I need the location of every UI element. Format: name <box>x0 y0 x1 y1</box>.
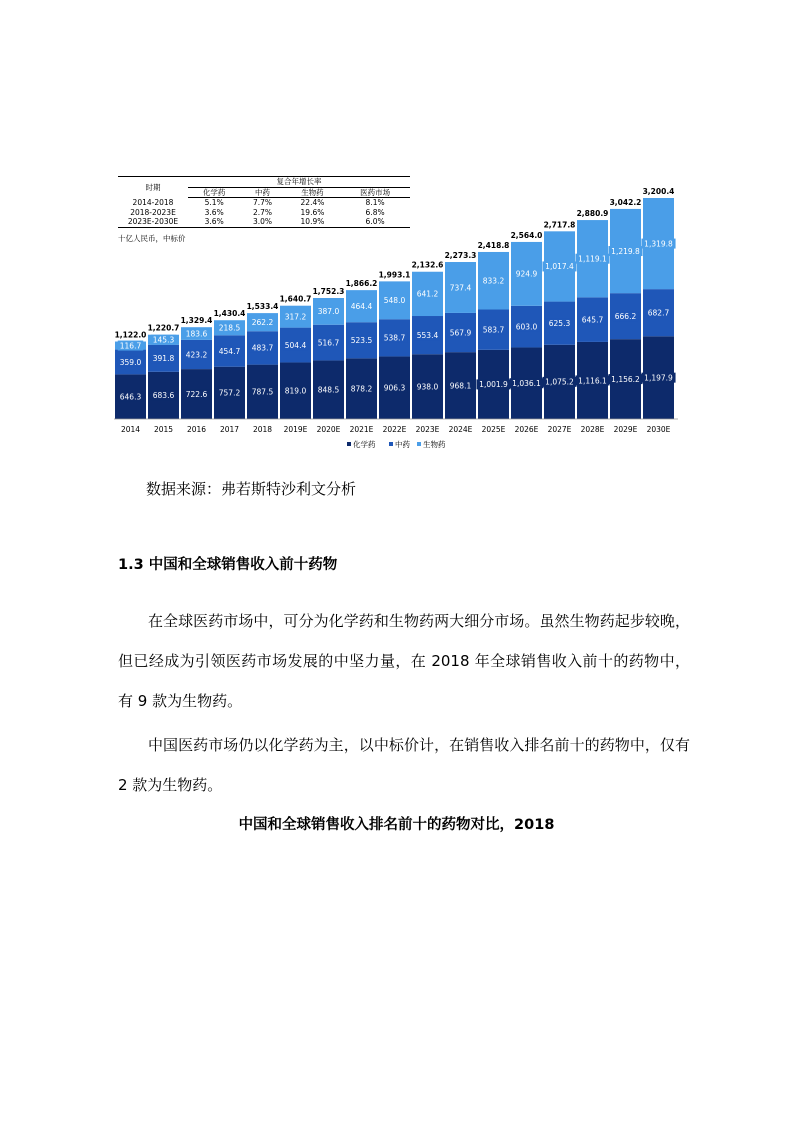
data-label: 523.5 <box>350 336 373 346</box>
data-label: 1,036.1 <box>512 379 541 389</box>
table-row <box>118 217 410 227</box>
value-cell: 6.8% <box>365 207 385 217</box>
data-label: 423.2 <box>185 350 208 360</box>
data-label: 645.7 <box>581 315 604 325</box>
section-title: 1.3 中国和全球销售收入前十药物 <box>118 557 338 573</box>
value-cell: 7.7% <box>253 198 273 207</box>
data-label: 682.7 <box>647 308 670 318</box>
x-tick-label: 2024E <box>448 425 473 434</box>
data-label: 833.2 <box>482 276 505 286</box>
data-label: 625.3 <box>548 318 571 328</box>
total-label: 1,533.4 <box>246 302 279 312</box>
data-label: 603.0 <box>515 322 538 332</box>
total-label: 2,717.8 <box>543 220 576 230</box>
data-label: 646.3 <box>119 392 142 402</box>
x-tick-label: 2014 <box>120 425 141 434</box>
data-label: 683.6 <box>152 391 175 401</box>
x-tick-label: 2020E <box>316 425 341 434</box>
data-label: 116.7 <box>119 341 142 351</box>
data-label: 262.2 <box>251 317 274 327</box>
total-label: 2,132.6 <box>411 260 444 270</box>
total-label: 1,329.4 <box>180 316 213 326</box>
data-source-note: 数据来源：弗若斯特沙利文分析 <box>146 480 357 498</box>
figure-title: 中国和全球销售收入排名前十的药物对比，2018 <box>238 817 555 833</box>
data-label: 878.2 <box>350 384 373 394</box>
data-label: 924.9 <box>515 269 538 279</box>
data-label: 906.3 <box>383 383 406 393</box>
value-cell: 3.0% <box>240 217 284 227</box>
data-label: 1,075.2 <box>545 377 574 387</box>
total-label: 2,418.8 <box>477 240 510 250</box>
total-label: 1,430.4 <box>213 309 246 319</box>
x-tick-label: 2029E <box>613 425 638 434</box>
col-header-tcm: 中药 <box>240 187 284 198</box>
x-tick-label: 2017 <box>219 425 240 434</box>
cagr-table <box>118 176 410 228</box>
total-label: 3,200.4 <box>642 187 675 196</box>
x-tick-label: 2021E <box>349 425 374 434</box>
body-paragraph-1: 在全球医药市场中，可分为化学药和生物药两大细分市场。虽然生物药起步较晚，但已经成为引领医药市场发展的中坚力量，在 2018 年全球销售收入前十的药物中，有 9 款为生物药。 <box>118 612 690 710</box>
total-label: 1,866.2 <box>345 279 378 289</box>
chart-unit-label: 十亿人民币，中标价 <box>118 234 186 243</box>
value-cell: 19.6% <box>300 207 325 217</box>
value-cell: 3.6% <box>204 207 224 217</box>
data-label: 538.7 <box>383 333 406 343</box>
total-label: 2,564.0 <box>510 230 543 240</box>
table-row <box>118 198 410 208</box>
value-cell: 8.1% <box>365 198 385 207</box>
data-label: 757.2 <box>218 388 241 398</box>
x-tick-label: 2019E <box>283 425 308 434</box>
data-label: 553.4 <box>416 330 439 340</box>
data-label: 1,197.9 <box>644 373 673 383</box>
data-label: 1,319.8 <box>644 239 673 249</box>
data-label: 848.5 <box>317 385 340 395</box>
data-label: 666.2 <box>614 311 637 321</box>
period-cell: 2014-2018 <box>132 197 174 207</box>
total-label: 2,880.9 <box>576 209 609 219</box>
value-cell: 10.9% <box>285 217 340 227</box>
cagr-group-header: 复合年增长率 <box>188 177 410 188</box>
total-label: 1,220.7 <box>147 323 180 333</box>
x-tick-label: 2028E <box>580 425 605 434</box>
data-label: 641.2 <box>416 289 439 299</box>
data-label: 145.3 <box>152 335 175 345</box>
legend-label: 生物药 <box>423 440 446 449</box>
data-label: 391.8 <box>152 354 175 364</box>
x-tick-label: 2027E <box>547 425 572 434</box>
period-cell: 2018-2023E <box>130 207 176 217</box>
data-label: 1,119.1 <box>578 254 607 264</box>
value-cell: 2.7% <box>253 207 273 217</box>
value-cell: 5.1% <box>204 198 224 207</box>
data-label: 464.4 <box>350 301 373 311</box>
total-label: 1,752.3 <box>312 287 345 297</box>
total-label: 3,042.2 <box>609 197 642 207</box>
x-tick-label: 2023E <box>415 425 440 434</box>
table-row <box>118 208 410 218</box>
legend-swatch <box>417 442 421 446</box>
data-label: 1,116.1 <box>578 376 607 386</box>
data-label: 722.6 <box>185 389 208 399</box>
legend-label: 中药 <box>395 440 410 449</box>
legend-swatch <box>347 442 351 446</box>
legend-label: 化学药 <box>353 440 376 449</box>
data-label: 183.6 <box>185 329 208 339</box>
data-label: 483.7 <box>251 343 274 353</box>
col-header-market: 医药市场 <box>340 187 410 198</box>
col-header-chemical: 化学药 <box>188 187 240 198</box>
period-cell: 2023E-2030E <box>118 217 188 227</box>
data-label: 1,001.9 <box>479 380 508 390</box>
x-tick-label: 2015 <box>153 425 174 434</box>
value-cell: 22.4% <box>300 198 325 207</box>
data-label: 1,017.4 <box>545 262 574 272</box>
total-label: 1,122.0 <box>114 330 147 340</box>
data-label: 548.0 <box>383 296 406 306</box>
data-label: 387.0 <box>317 307 340 317</box>
legend-swatch <box>389 442 393 446</box>
data-label: 567.9 <box>449 328 472 338</box>
body-paragraph-2: 中国医药市场仍以化学药为主，以中标价计，在销售收入排名前十的药物中，仅有 2 款为生物药。 <box>118 736 690 794</box>
period-header: 时期 <box>145 182 161 192</box>
total-label: 2,273.3 <box>444 251 477 261</box>
data-label: 516.7 <box>317 338 340 348</box>
data-label: 583.7 <box>482 325 505 335</box>
data-label: 787.5 <box>251 387 274 397</box>
data-label: 1,156.2 <box>611 374 640 384</box>
data-label: 968.1 <box>449 381 472 391</box>
x-tick-label: 2026E <box>514 425 539 434</box>
x-tick-label: 2025E <box>481 425 506 434</box>
total-label: 1,640.7 <box>279 294 312 304</box>
x-tick-label: 2030E <box>646 425 671 434</box>
data-label: 454.7 <box>218 346 241 356</box>
value-cell: 3.6% <box>188 217 240 227</box>
x-tick-label: 2022E <box>382 425 407 434</box>
data-label: 317.2 <box>284 312 307 322</box>
col-header-bio: 生物药 <box>285 187 340 198</box>
data-label: 938.0 <box>416 382 439 392</box>
data-label: 737.4 <box>449 283 472 293</box>
data-label: 819.0 <box>284 386 307 396</box>
x-tick-label: 2016 <box>186 425 207 434</box>
x-tick-label: 2018 <box>252 425 273 434</box>
value-cell: 6.0% <box>340 217 410 227</box>
data-label: 504.4 <box>284 340 307 350</box>
data-label: 1,219.8 <box>611 246 640 256</box>
total-label: 1,993.1 <box>378 270 411 280</box>
data-label: 359.0 <box>119 357 142 367</box>
data-label: 218.5 <box>218 323 241 333</box>
